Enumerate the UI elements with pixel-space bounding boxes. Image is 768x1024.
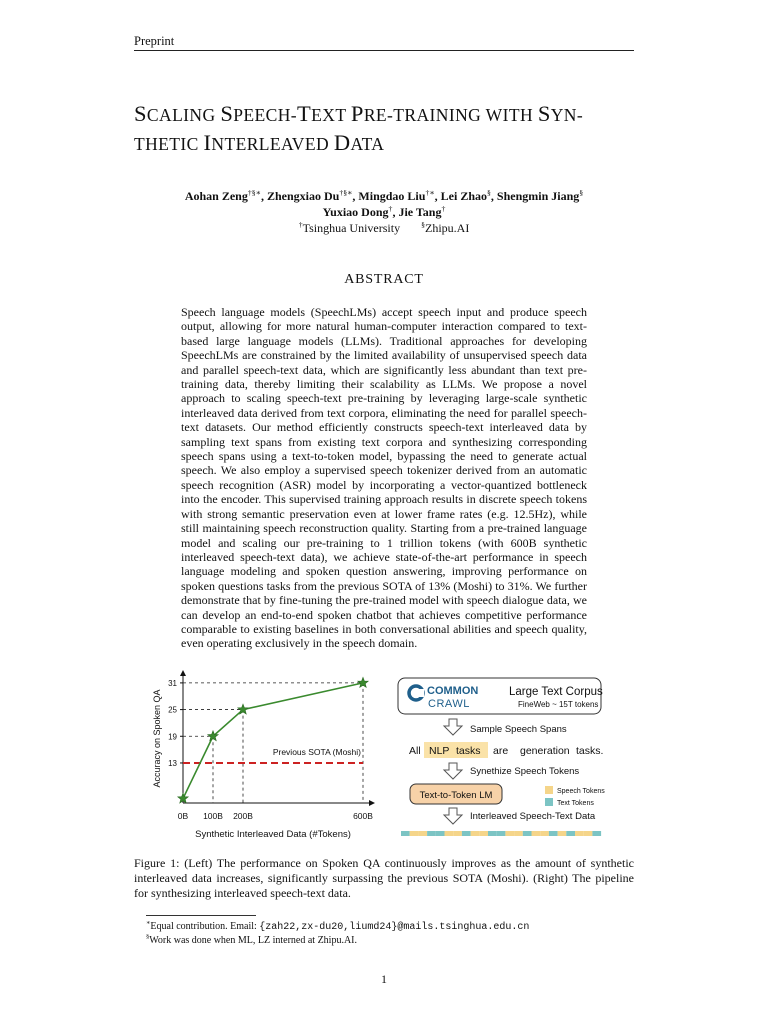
legend-text-swatch (545, 798, 553, 806)
figure-1 (148, 668, 628, 844)
title-smallcaps: YN- (550, 105, 584, 125)
title-cap: I (203, 130, 212, 155)
affiliation-mark: § (421, 220, 425, 229)
corpus-title: Large Text Corpus (509, 686, 603, 698)
y-tick-label: 31 (168, 678, 177, 688)
title-smallcaps: THETIC (134, 134, 204, 154)
title-smallcaps: PEECH- (233, 105, 298, 125)
author-marks: § (487, 188, 491, 197)
author-name: Shengmin Jiang (496, 189, 580, 203)
logo-text-top: COMMON (427, 685, 479, 697)
abstract-heading (134, 272, 634, 288)
text-token-cell (436, 831, 445, 836)
footnote-internship (146, 934, 636, 947)
title-cap: S (134, 101, 147, 126)
down-arrow-icon (444, 719, 462, 735)
speech-token-cell (410, 831, 419, 836)
page-number: 1 (381, 972, 387, 986)
title-smallcaps: ATA (350, 134, 385, 154)
x-tick-label: 100B (203, 811, 223, 821)
text-token-cell (427, 831, 436, 836)
author-marks: † (441, 204, 446, 213)
footnotes (146, 920, 636, 947)
title-smallcaps: RE-TRAINING WITH (363, 105, 538, 125)
y-tick-label: 19 (168, 732, 177, 742)
nlp-word-tasks: tasks (456, 745, 481, 757)
title-cap: T (297, 101, 312, 126)
nlp-word-all: All (409, 745, 421, 757)
title-smallcaps: EXT (311, 105, 351, 125)
author-name: Lei Zhao (440, 189, 487, 203)
speech-token-cell (514, 831, 523, 836)
speech-token-cell (558, 831, 567, 836)
y-tick-label: 25 (168, 705, 177, 715)
abstract-body: Speech language models (SpeechLMs) accept speech input and produce speech output, allowing for more natural human-computer interaction compared to text-based large language models (LLMs). Traditional approaches for developing SpeechLMs are constrained by the limited availability of unsupervised speech data and parallel speech-text data, which are significantly less abundant than text pre-training data, thereby limiting their scalability as LLMs. We propose a novel approach to scaling speech-text pre-training by leveraging large-scale synthetic interleaved data derived from text corpora, eliminating the need for parallel speech-text datasets. Our method efficiently constructs speech-text interleaved data by sampling text spans from existing text corpora and synthesizing corresponding speech spans using a text-to-token model, bypassing the need to generate actual speech. We also employ a supervised speech tokenizer derived from an automatic speech recognition (ASR) model by incorporating a vector-quantized bottleneck into the encoder. This supervised training approach results in discrete speech tokens with strong semantic preservation even at lower frame rates (e.g. 12.5Hz), while still maintaining speech reconstruction quality. Starting from a pre-trained language model and scaling our pre-training to 1 trillion tokens (with 600B synthetic interleaved speech-text data), we achieve state-of-the-art performance in speech language modeling and spoken question answering, improving performance on spoken questions tasks from the previous SOTA of 13% (Moshi) to 31%. We further demonstrate that by fine-tuning the pre-trained model with speech dialogue data, we can develop an end-to-end spoken chatbot that achieves competitive performance comparable to existing baselines in both conversational abilities and speech quality, even operating exclusively in the speech domain. (181, 305, 587, 651)
text-token-cell (566, 831, 575, 836)
author-list: Aohan Zeng†§∗, Zhengxiao Du†§∗, Mingdao Liu†∗, Lei Zhao§, Shengmin Jiang§ Yuxiao Dong†, Jie Tang† (184, 188, 584, 219)
footnote-mark: § (146, 933, 150, 941)
author-name: Jie Tang (398, 205, 442, 219)
author-marks: § (579, 188, 584, 197)
x-tick-label: 0B (177, 811, 189, 821)
text-token-cell (549, 831, 558, 836)
figure-svg (148, 668, 628, 844)
x-axis-label: Synthetic Interleaved Data (#Tokens) (195, 829, 351, 840)
y-axis-label: Accuracy on Spoken QA (152, 689, 162, 788)
pipeline-diagram (398, 678, 605, 836)
interleaved-token-strip (401, 831, 601, 836)
text-token-cell (523, 831, 532, 836)
footnote-text: Equal contribution. Email: (150, 921, 260, 932)
text-token-cell (401, 831, 410, 836)
author-block (134, 188, 634, 236)
speech-token-cell (479, 831, 488, 836)
title-cap: S (537, 101, 551, 126)
running-header: Preprint (134, 34, 175, 48)
title-line-1 (134, 100, 654, 129)
y-tick-label: 13 (168, 758, 177, 768)
footnote-email: {zah22,zx-du20,liumd24}@mails.tsinghua.edu.cn (259, 922, 530, 933)
nlp-word-nlp: NLP (429, 745, 450, 757)
step-interleaved-data: Interleaved Speech-Text Data (470, 811, 596, 822)
author-name: Mingdao Liu (358, 189, 426, 203)
nlp-word-are: are (493, 745, 509, 757)
legend-speech-swatch (545, 786, 553, 794)
nlp-word-tasks-end: tasks. (576, 745, 604, 757)
abstract-heading-text: ABSTRACT (344, 272, 424, 287)
down-arrow-icon (444, 808, 462, 824)
text-token-cell (488, 831, 497, 836)
speech-token-cell (471, 831, 480, 836)
affiliation-mark: † (298, 220, 303, 229)
corpus-subtitle: FineWeb ~ 15T tokens (518, 700, 599, 709)
x-axis-arrow-icon (369, 800, 375, 806)
legend-speech-label: Speech Tokens (557, 788, 605, 795)
author-name: Yuxiao Dong (322, 205, 389, 219)
title-cap: S (220, 101, 234, 126)
footnote-equal-contribution (146, 920, 636, 934)
speech-token-cell (540, 831, 549, 836)
text-token-cell (497, 831, 506, 836)
affiliation-name: Zhipu.AI (424, 221, 470, 235)
paper-title (134, 100, 654, 158)
down-arrow-icon (444, 763, 462, 779)
text-token-cell (592, 831, 601, 836)
nlp-word-generation: generation (520, 745, 570, 757)
x-tick-label: 600B (353, 811, 373, 821)
step-sample-spans: Sample Speech Spans (470, 724, 567, 735)
author-marks: †§∗ (339, 188, 353, 197)
previous-sota-label: Previous SOTA (Moshi) (272, 746, 361, 757)
legend-text-label: Text Tokens (557, 800, 594, 807)
author-name: Zhengxiao Du (266, 189, 340, 203)
spoken-qa-chart (152, 670, 375, 840)
author-marks: † (388, 204, 393, 213)
author-marks: †§∗ (247, 188, 261, 197)
speech-token-cell (575, 831, 584, 836)
logo-text-bottom: CRAWL (428, 698, 470, 710)
title-smallcaps: CALING (146, 105, 221, 125)
title-cap: D (333, 130, 351, 155)
step-synthesize-tokens: Synethize Speech Tokens (470, 766, 580, 777)
x-tick-label: 200B (233, 811, 253, 821)
author-marks: †∗ (425, 188, 435, 197)
text-token-cell (462, 831, 471, 836)
speech-token-cell (418, 831, 427, 836)
title-smallcaps: NTERLEAVED (211, 134, 334, 154)
speech-token-cell (445, 831, 454, 836)
speech-token-cell (532, 831, 541, 836)
title-line-2 (134, 129, 654, 158)
speech-token-cell (453, 831, 462, 836)
footnote-rule (146, 915, 256, 916)
title-cap: P (350, 101, 364, 126)
speech-token-cell (584, 831, 593, 836)
footnote-mark: ∗ (146, 919, 151, 927)
header-rule (134, 50, 634, 51)
figure-caption: Figure 1: (Left) The performance on Spoken QA continuously improves as the amount of synthetic interleaved data increases, significantly surpassing the previous SOTA (Moshi). (Right) The pipeline for synthesizing interleaved speech-text data. (134, 856, 634, 900)
model-label: Text-to-Token LM (419, 790, 493, 801)
y-axis-arrow-icon (180, 670, 186, 676)
speech-token-cell (505, 831, 514, 836)
affiliations (134, 220, 634, 236)
author-name: Aohan Zeng (184, 189, 248, 203)
footnote-text: Work was done when ML, LZ interned at Zhipu.AI. (149, 935, 358, 946)
affiliation-name: Tsinghua University (302, 221, 401, 235)
